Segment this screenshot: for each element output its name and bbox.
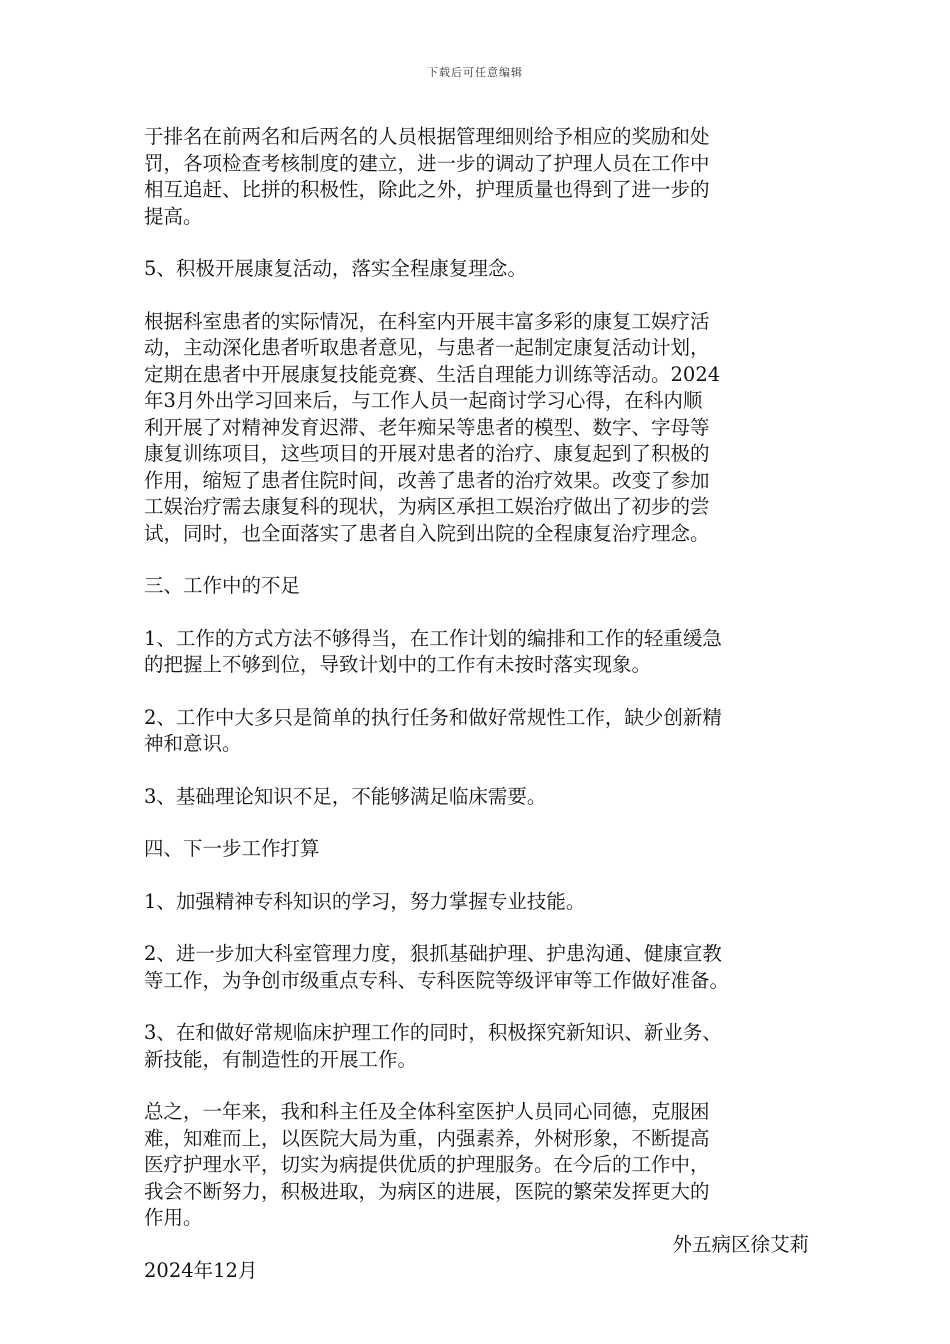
paragraph-conclusion: 总之，一年来，我和科主任及全体科室医护人员同心同德，克服困 难，知难而上，以医院大局为重，内强素养，外树形象，不断提高 医疗护理水平，切实为病提供优质的护理服务。在今后的工作中， 我会不断努力，积极进取，为病区的进展，医院的繁荣发挥更大的 作用。 bbox=[144, 1100, 710, 1229]
section-heading-shortcomings: 三、工作中的不足 bbox=[144, 574, 301, 597]
plan-item-3: 3、在和做好常规临床护理工作的同时，积极探究新知识、新业务、 新技能，有制造性的开展工作。 bbox=[144, 1021, 722, 1071]
paragraph-rehab-activities: 根据科室患者的实际情况，在科室内开展丰富多彩的康复工娱疗活 动，主动深化患者听取患者意见，与患者一起制定康复活动计划， 定期在患者中开展康复技能竞赛、生活自理能力训练等活动。2024 年3月外出学习回来后，与工作人员一起商讨学习心得，在科内顺 利开展了对精神发育迟滞、老年痴呆等患者的模型、数字、字母等 康复训练项目，这些项目的开展对患者的治疗、康复起到了积极的 作用，缩短了患者住院时间，改善了患者的治疗效果。改变了参加 工娱治疗需去康复科的现状，为病区承担工娱治疗做出了初步的尝 试，同时，也全面落实了患者自入院到出院的全程康复治疗理念。 bbox=[144, 309, 721, 545]
section-heading-next-steps: 四、下一步工作打算 bbox=[144, 837, 320, 860]
page-header: 下载后可任意编辑 bbox=[427, 66, 523, 79]
signature: 外五病区徐艾莉 bbox=[672, 1232, 809, 1256]
plan-item-1: 1、加强精神专科知识的学习，努力掌握专业技能。 bbox=[144, 889, 586, 913]
shortcoming-item-1: 1、工作的方式方法不够得当，在工作计划的编排和工作的轻重缓急 的把握上不够到位，导致计划中的工作有未按时落实现象。 bbox=[144, 626, 722, 676]
shortcoming-item-2: 2、工作中大多只是简单的执行任务和做好常规性工作，缺少创新精 神和意识。 bbox=[144, 705, 722, 755]
section-heading-rehab: 5、积极开展康复活动，落实全程康复理念。 bbox=[144, 257, 527, 280]
document-body bbox=[144, 124, 809, 1285]
paragraph-awards: 于排名在前两名和后两名的人员根据管理细则给予相应的奖励和处 罚，各项检查考核制度的建立，进一步的调动了护理人员在工作中 相互追赶、比拼的积极性，除此之外，护理质量也得到了进一步的 提高。 bbox=[144, 125, 710, 228]
document-date: 2024年12月 bbox=[144, 1259, 258, 1282]
plan-item-2: 2、进一步加大科室管理力度，狠抓基础护理、护患沟通、健康宣教 等工作，为争创市级重点专科、专科医院等级评审等工作做好准备。 bbox=[144, 942, 730, 992]
shortcoming-item-3: 3、基础理论知识不足，不能够满足临床需要。 bbox=[144, 784, 547, 808]
